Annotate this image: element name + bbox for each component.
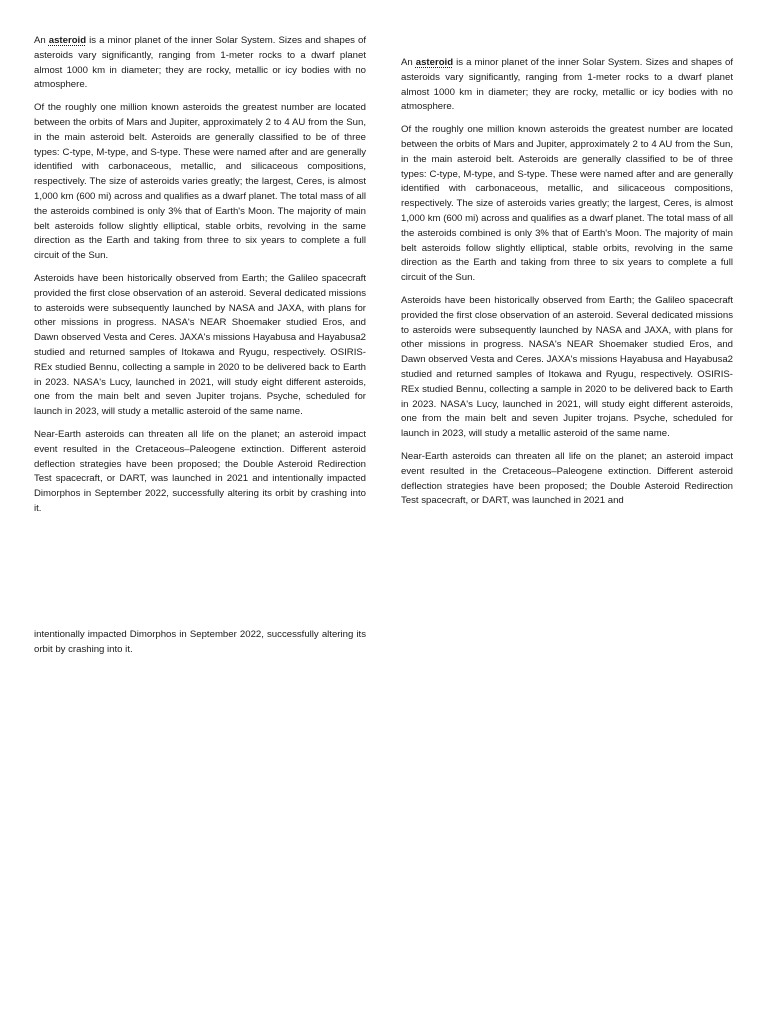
intro-text: is a minor planet of the inner Solar System. Sizes and shapes of asteroids vary significantly, ranging from 1-meter rocks to a dwarf planet almost 1000 km in diameter; they are rocky, metallic or icy bodies with no atmosphere. bbox=[401, 57, 733, 113]
intro-prefix: An bbox=[401, 57, 416, 68]
intro-text: is a minor planet of the inner Solar System. Sizes and shapes of asteroids vary significantly, ranging from 1-meter rocks to a dwarf planet almost 1000 km in diameter; they are rocky, metallic or icy bodies with no atmosphere. bbox=[34, 35, 366, 91]
paragraph-threat-continuation: intentionally impacted Dimorphos in September 2022, successfully altering its orbit by crashing into it. bbox=[34, 629, 366, 655]
paragraph-observation: Asteroids have been historically observed from Earth; the Galileo spacecraft provided the first close observation of an asteroid. Several dedicated missions to asteroids were subsequently launched by NASA and JAXA, with plans for other missions in progress. NASA's NEAR Shoemaker studied Eros, and Dawn observed Vesta and Ceres. JAXA's missions Hayabusa and Hayabusa2 studied and returned samples of Itokawa and Ryugu, respectively. OSIRIS-REx studied Bennu, collecting a sample in 2020 to be delivered back to Earth in 2023. NASA's Lucy, launched in 2021, will study eight different asteroids, one from the main belt and seven Jupiter trojans. Psyche, scheduled for launch in 2023, will study a metallic asteroid of the same name. bbox=[34, 272, 366, 418]
intro-prefix: An bbox=[34, 35, 49, 46]
paragraph-intro bbox=[34, 34, 366, 93]
paragraph-threat: Near-Earth asteroids can threaten all life on the planet; an asteroid impact event resulted in the Cretaceous–Paleogene extinction. Different asteroid deflection strategies have been proposed; the Double Asteroid Redirection Test spacecraft, or DART, was launched in 2021 and intentionally impacted Dimorphos in September 2022, successfully altering its orbit by crashing into it. bbox=[34, 428, 366, 514]
left-column bbox=[34, 34, 366, 525]
asteroid-term-link[interactable]: asteroid bbox=[48, 35, 87, 46]
right-column bbox=[401, 56, 733, 517]
paragraph-observation: Asteroids have been historically observed from Earth; the Galileo spacecraft provided the first close observation of an asteroid. Several dedicated missions to asteroids were subsequently launched by NASA and JAXA, with plans for other missions in progress. NASA's NEAR Shoemaker studied Eros, and Dawn observed Vesta and Ceres. JAXA's missions Hayabusa and Hayabusa2 studied and returned samples of Itokawa and Ryugu, respectively. OSIRIS-REx studied Bennu, collecting a sample in 2020 to be delivered back to Earth in 2023. NASA's Lucy, launched in 2021, will study eight different asteroids, one from the main belt and seven Jupiter trojans. Psyche, scheduled for launch in 2023, will study a metallic asteroid of the same name. bbox=[401, 294, 733, 440]
asteroid-term-link[interactable]: asteroid bbox=[415, 57, 454, 68]
paragraph-distribution: Of the roughly one million known asteroids the greatest number are located between the orbits of Mars and Jupiter, approximately 2 to 4 AU from the Sun, in the main asteroid belt. Asteroids are generally classified to be of three types: C-type, M-type, and S-type. These were named after and are generally identified with carbonaceous, metallic, and silicaceous compositions, respectively. The size of asteroids varies greatly; the largest, Ceres, is almost 1,000 km (600 mi) across and qualifies as a dwarf planet. The total mass of all the asteroids combined is only 3% that of Earth's Moon. The majority of main belt asteroids follow slightly elliptical, stable orbits, revolving in the same direction as the Earth and taking from three to six years to complete a full circuit of the Sun. bbox=[401, 124, 733, 284]
paragraph-threat-truncated: Near-Earth asteroids can threaten all life on the planet; an asteroid impact event resulted in the Cretaceous–Paleogene extinction. Different asteroid deflection strategies have been proposed; the Double Asteroid Redirection Test spacecraft, or DART, was launched in 2021 and bbox=[401, 450, 733, 507]
paragraph-distribution: Of the roughly one million known asteroids the greatest number are located between the orbits of Mars and Jupiter, approximately 2 to 4 AU from the Sun, in the main asteroid belt. Asteroids are generally classified to be of three types: C-type, M-type, and S-type. These were named after and are generally identified with carbonaceous, metallic, and silicaceous compositions, respectively. The size of asteroids varies greatly; the largest, Ceres, is almost 1,000 km (600 mi) across and qualifies as a dwarf planet. The total mass of all the asteroids combined is only 3% that of Earth's Moon. The majority of main belt asteroids follow slightly elliptical, stable orbits, revolving in the same direction as the Earth and taking from three to six years to complete a full circuit of the Sun. bbox=[34, 102, 366, 262]
left-overflow-column bbox=[34, 628, 366, 666]
paragraph-intro bbox=[401, 56, 733, 115]
